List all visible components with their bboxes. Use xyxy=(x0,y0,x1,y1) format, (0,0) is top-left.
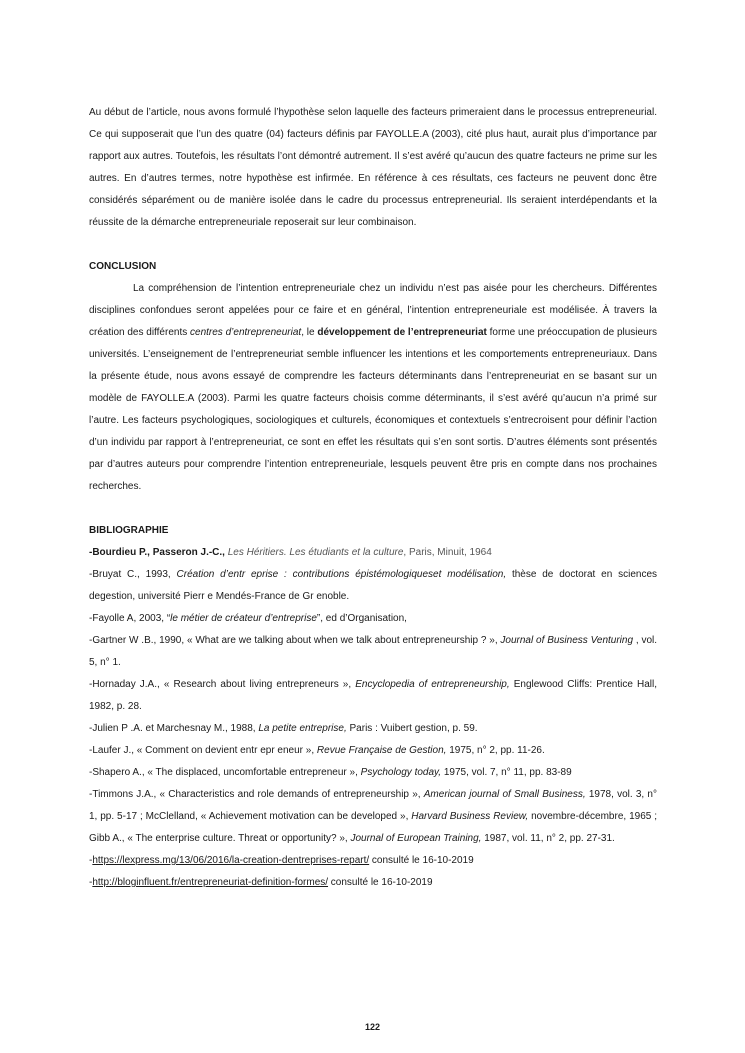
intro-paragraph: Au début de l’article, nous avons formulé l’hypothèse selon laquelle des facteurs primeraient dans le processus entrepreneurial. Ce qui supposerait que l’un des quatre (04) facteurs définis par FAYOLLE.A (2003), cité plus haut, aurait plus d’importance par rapport aux autres. Toutefois, les résultats l’ont démontré autrement. Il s’est avéré qu’aucun des quatre facteurs ne prime sur les autres. En d’autres termes, notre hypothèse est infirmée. En référence à ces résultats, ces facteurs ne peuvent donc être considérés séparément ou de manière isolée dans le cadre du processus entrepreneurial. Ils seraient interdépendants et la réussite de la démarche entrepreneuriale reposerait sur leur combinaison. xyxy=(89,107,657,228)
conclusion-italic-term: centres d’entrepreneuriat xyxy=(190,327,302,338)
bib-entry-bruyat xyxy=(89,564,657,608)
bib-author: -Bourdieu P., Passeron J.-C., xyxy=(89,547,225,558)
conclusion-bold-term: développement de l’entrepreneuriat xyxy=(317,327,487,338)
bib-title: Encyclopedia of entrepreneurship, xyxy=(355,679,510,690)
bib-details: Paris : Vuibert gestion, p. 59. xyxy=(346,723,478,734)
spacer xyxy=(89,234,657,256)
bib-details: , Paris, Minuit, 1964 xyxy=(403,547,492,558)
document-body xyxy=(89,102,657,894)
bib-title: Harvard Business Review, xyxy=(411,811,529,822)
bib-entry-shapero xyxy=(89,762,657,784)
bib-details: 1975, vol. 7, n° 11, pp. 83-89 xyxy=(441,767,572,778)
bib-details: 1987, vol. 11, n° 2, pp. 27-31. xyxy=(481,833,615,844)
bib-details: novembre-décembre, 1965 ; Gibb A., « The enterprise culture. Threat or opportunity? », xyxy=(89,811,657,844)
bib-title: Journal of Business Venturing xyxy=(500,635,634,646)
bib-entry-laufer xyxy=(89,740,657,762)
bib-dash: - xyxy=(89,877,93,888)
bib-author: -Bruyat C., 1993, xyxy=(89,569,177,580)
page-number: 122 xyxy=(364,1022,381,1032)
bib-details: 1975, n° 2, pp. 11-26. xyxy=(446,745,545,756)
conclusion-text-1: La compréhension de l’intention entrepreneuriale chez un individu n’est pas aisée pour les chercheurs. Différentes disciplines confondues seront appelées pour ce faire et en général, l’intention entrepreneuriale est modélisée. À travers la création des différents xyxy=(89,283,657,338)
bib-entry-gartner xyxy=(89,630,657,674)
bib-title: Psychology today, xyxy=(360,767,442,778)
bib-dash: - xyxy=(89,855,93,866)
bib-author: -Shapero A., « The displaced, uncomfortable entrepreneur », xyxy=(89,767,361,778)
spacer xyxy=(89,498,657,520)
bib-author: -Gartner W .B., 1990, « What are we talking about when we talk about entrepreneurship ? », xyxy=(89,635,501,646)
bib-entry-bloginfluent xyxy=(89,872,657,894)
bib-title: le métier de créateur d’entreprise xyxy=(170,613,317,624)
bib-link-bloginfluent[interactable]: http://bloginfluent.fr/entrepreneuriat-definition-formes/ xyxy=(92,877,329,888)
bib-details: thèse de doctorat en sciences degestion, université Pierr e Mendés-France de Gr enoble. xyxy=(89,569,658,602)
bib-entry-fayolle xyxy=(89,608,657,630)
bib-entry-hornaday xyxy=(89,674,657,718)
bib-details: Englewood Cliffs: Prentice Hall, 1982, p. 28. xyxy=(89,679,658,712)
bib-entry-bourdieu xyxy=(89,542,657,564)
bib-details: ”, ed d’Organisation, xyxy=(316,613,407,624)
bib-author: -Hornaday J.A., « Research about living entrepreneurs », xyxy=(89,679,356,690)
bib-details: consulté le 16-10-2019 xyxy=(369,855,474,866)
bib-title: Les Héritiers. Les étudiants et la culture xyxy=(224,547,404,558)
bib-entry-julien xyxy=(89,718,657,740)
bib-details: consulté le 16-10-2019 xyxy=(328,877,433,888)
conclusion-text-3: forme une préoccupation de plusieurs universités. L’enseignement de l’entrepreneuriat semble influencer les intentions et les comportements entrepreneuriaux. Dans la présente étude, nous avons essayé de comprendre les facteurs déterminants dans l’entrepreneuriat en se basant sur un modèle de FAYOLLE.A (2003). Parmi les quatre facteurs choisis comme déterminants, il s’est avéré qu’aucun n’a primé sur l’autre. Les facteurs psychologiques, sociologiques et culturels, économiques et contextuels s’entrecroisent pour définir l’action d’un individu par rapport à l’entrepreneuriat, ce sont en effet les résultats qui s’en sont sortis. D’autres éléments sont présentés par d’autres auteurs pour comprendre l’intention entrepreneuriale, lesquels peuvent être pris en compte dans nos prochaines recherches. xyxy=(89,327,657,492)
bib-author: -Laufer J., « Comment on devient entr epr eneur », xyxy=(89,745,317,756)
bib-author: -Timmons J.A., « Characteristics and role demands of entrepreneurship », xyxy=(89,789,424,800)
bib-link-lexpress[interactable]: https://lexpress.mg/13/06/2016/la-creation-dentreprises-repart/ xyxy=(92,855,370,866)
bib-title: American journal of Small Business, xyxy=(423,789,586,800)
bib-title: Création d’entr eprise : contributions épistémologiqueset modélisation, xyxy=(176,569,507,580)
bibliography-heading: BIBLIOGRAPHIE xyxy=(89,525,169,536)
conclusion-text-2: , le xyxy=(301,327,318,338)
bib-author: -Fayolle A, 2003, “ xyxy=(89,613,171,624)
bib-title: Revue Française de Gestion, xyxy=(316,745,447,756)
bib-entry-timmons xyxy=(89,784,657,850)
conclusion-heading: CONCLUSION xyxy=(89,261,157,272)
conclusion-paragraph xyxy=(89,278,657,498)
bib-details: 1978, vol. 3, n° 1, pp. 5-17 ; McClelland, « Achievement motivation can be developed », xyxy=(89,789,657,822)
bib-title: La petite entreprise, xyxy=(258,723,347,734)
bib-entry-lexpress xyxy=(89,850,657,872)
bib-title: Journal of European Training, xyxy=(350,833,482,844)
bib-details: , vol. 5, n° 1. xyxy=(89,635,658,668)
bib-author: -Julien P .A. et Marchesnay M., 1988, xyxy=(89,723,259,734)
